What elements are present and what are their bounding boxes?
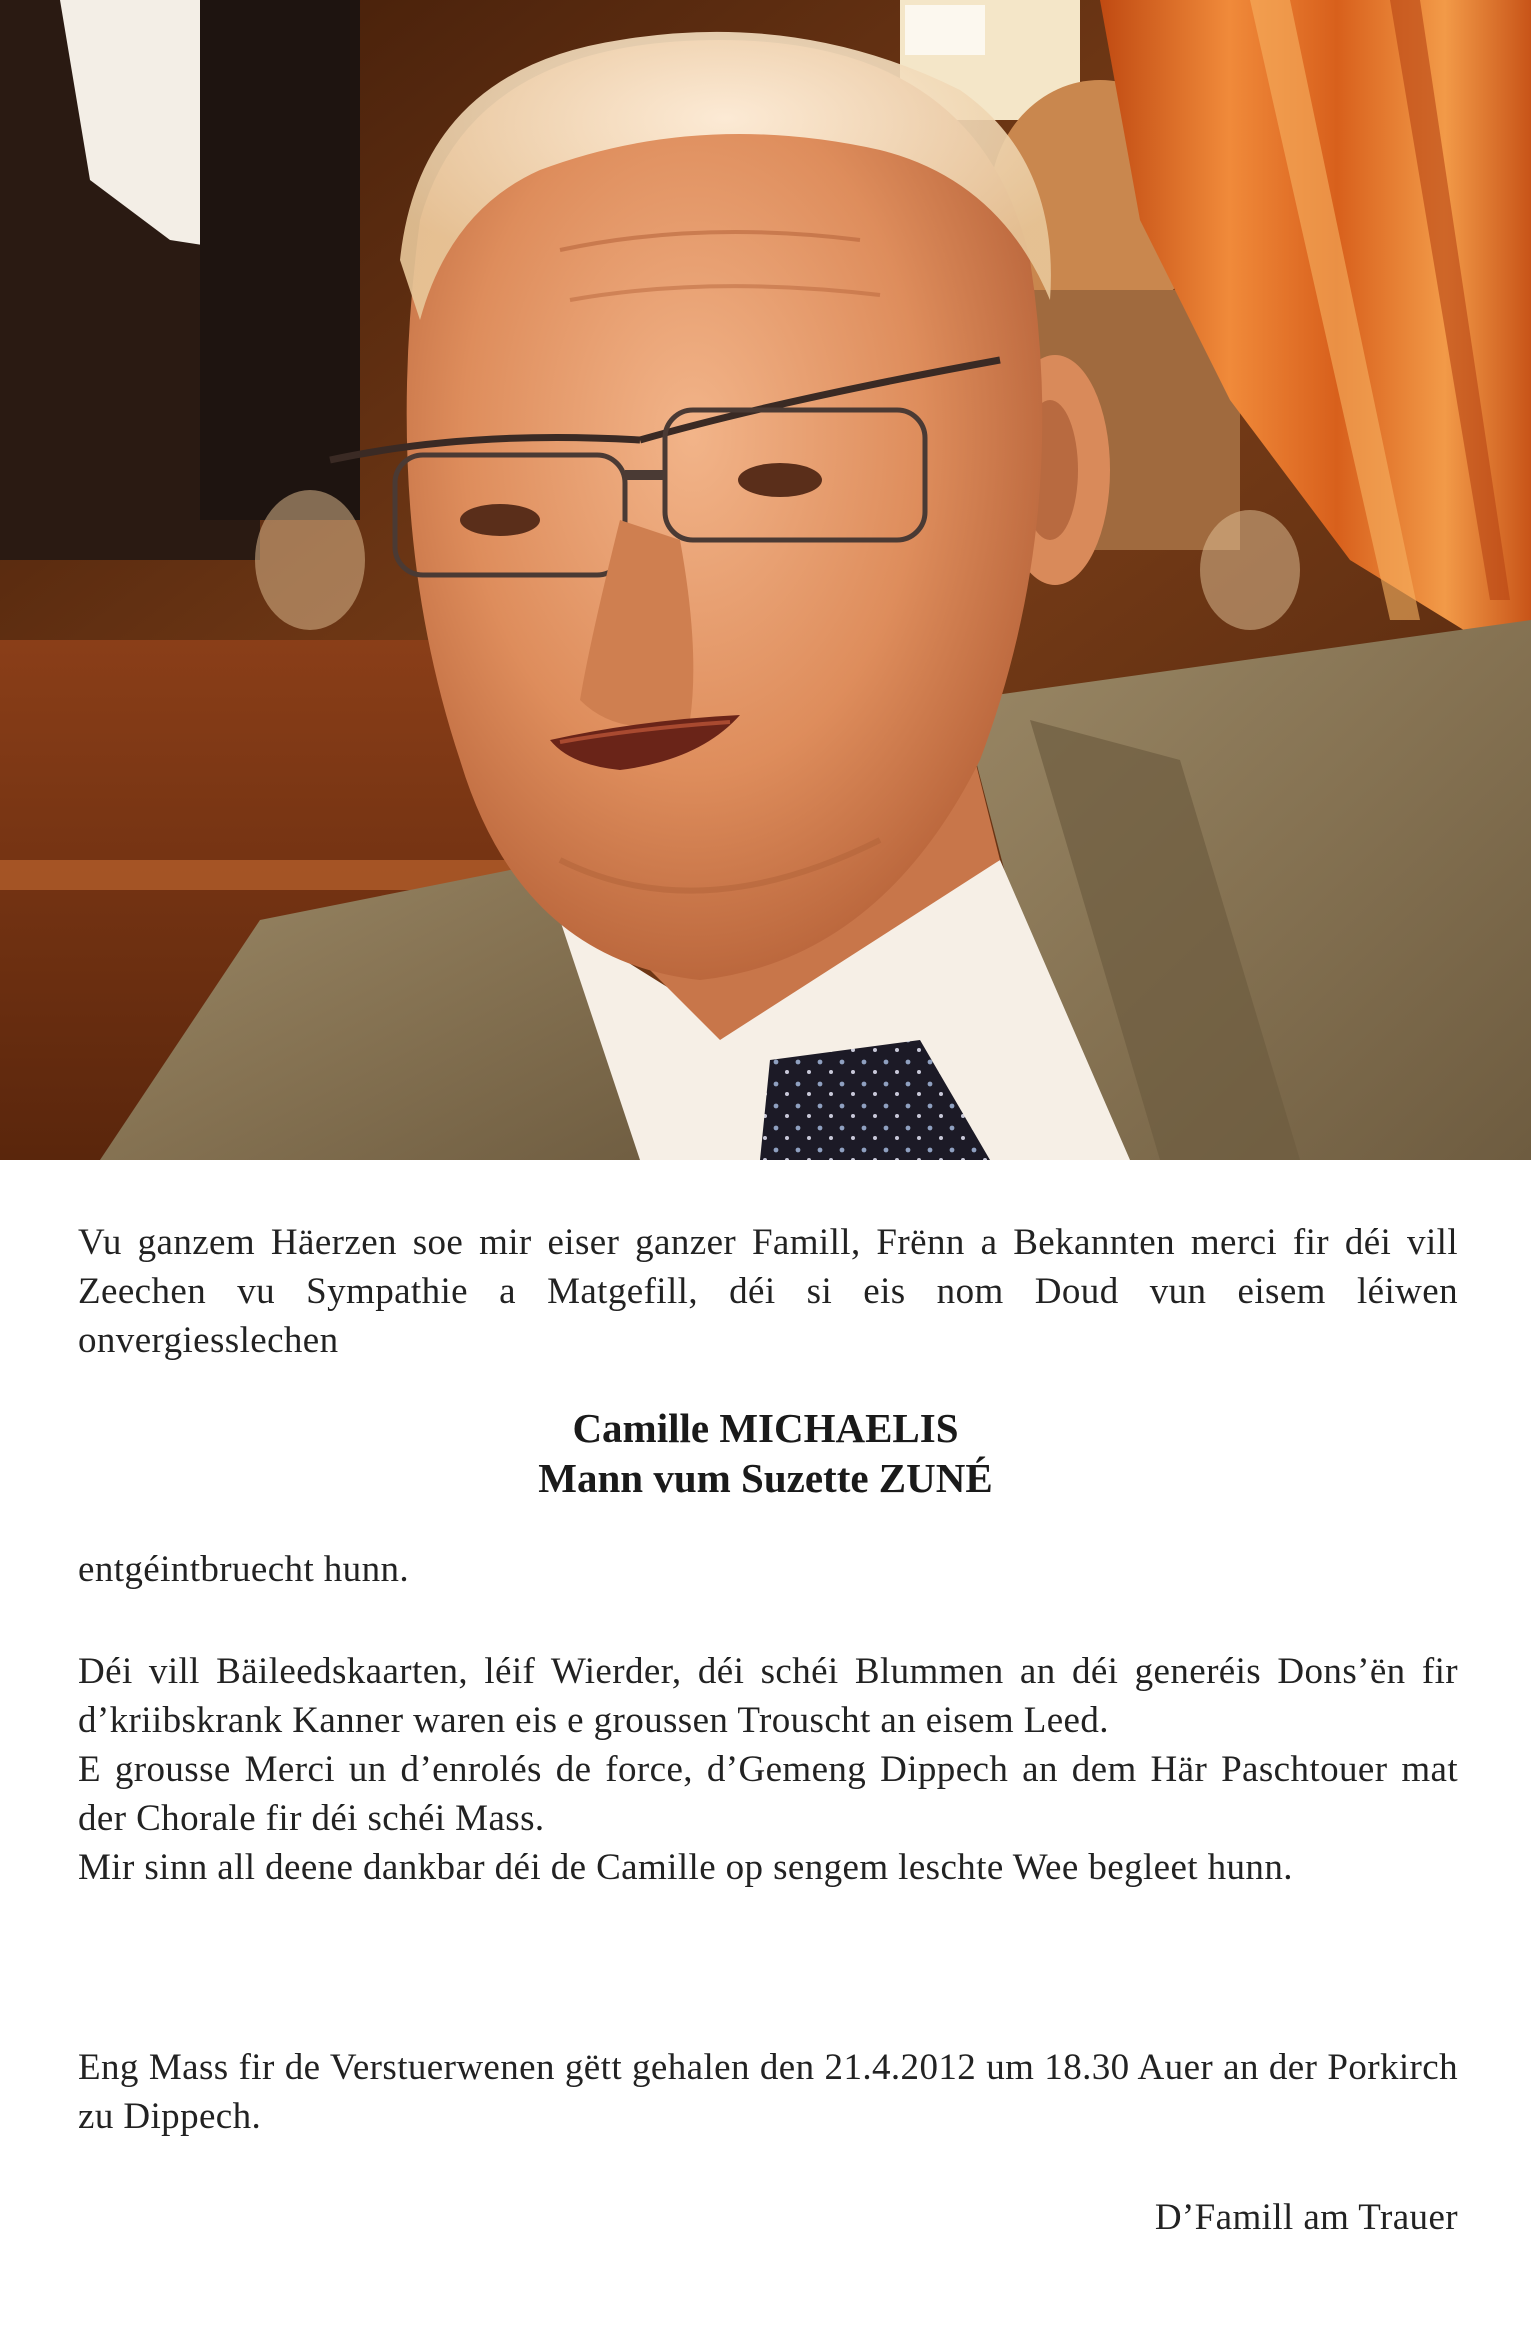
intro-paragraph: Vu ganzem Häerzen soe mir eiser ganzer Famill, Frënn a Bekannten merci fir déi vill Zeechen vu Sympathie a Matgefill, déi si eis nom Doud vun eisem léiwen onvergiesslechen (78, 1222, 1458, 1361)
thanks-paragraph: E grousse Merci un d’enrolés de force, d’Gemeng Dippech an dem Här Paschtouer mat der Chorale fir déi schéi Mass. (78, 1749, 1458, 1839)
deceased-relation: Mann vum Suzette ZUNÉ (538, 1455, 993, 1501)
mass-paragraph: Eng Mass fir de Verstuerwenen gëtt gehalen den 21.4.2012 um 18.30 Auer an der Porkirch zu Dippech. (78, 2047, 1458, 2137)
family-signature: D’Famill am Trauer (1154, 2197, 1458, 2238)
thanks-section (78, 1647, 1458, 1892)
portrait-photo (0, 0, 1531, 1160)
cards-paragraph: Déi vill Bäileedskaarten, léif Wierder, déi schéi Blummen an déi generéis Dons’ën fir d’kriibskrank Kanner waren eis e groussen Trouscht an eisem Leed. (78, 1651, 1458, 1741)
received-paragraph: entgéintbruecht hunn. (78, 1549, 410, 1590)
deceased-name: Camille MICHAELIS (572, 1405, 959, 1451)
portrait-illustration (0, 0, 1531, 1160)
deceased-name-block (0, 1403, 1531, 1503)
grateful-paragraph: Mir sinn all deene dankbar déi de Camille op sengem leschte Wee begleet hunn. (78, 1847, 1293, 1888)
